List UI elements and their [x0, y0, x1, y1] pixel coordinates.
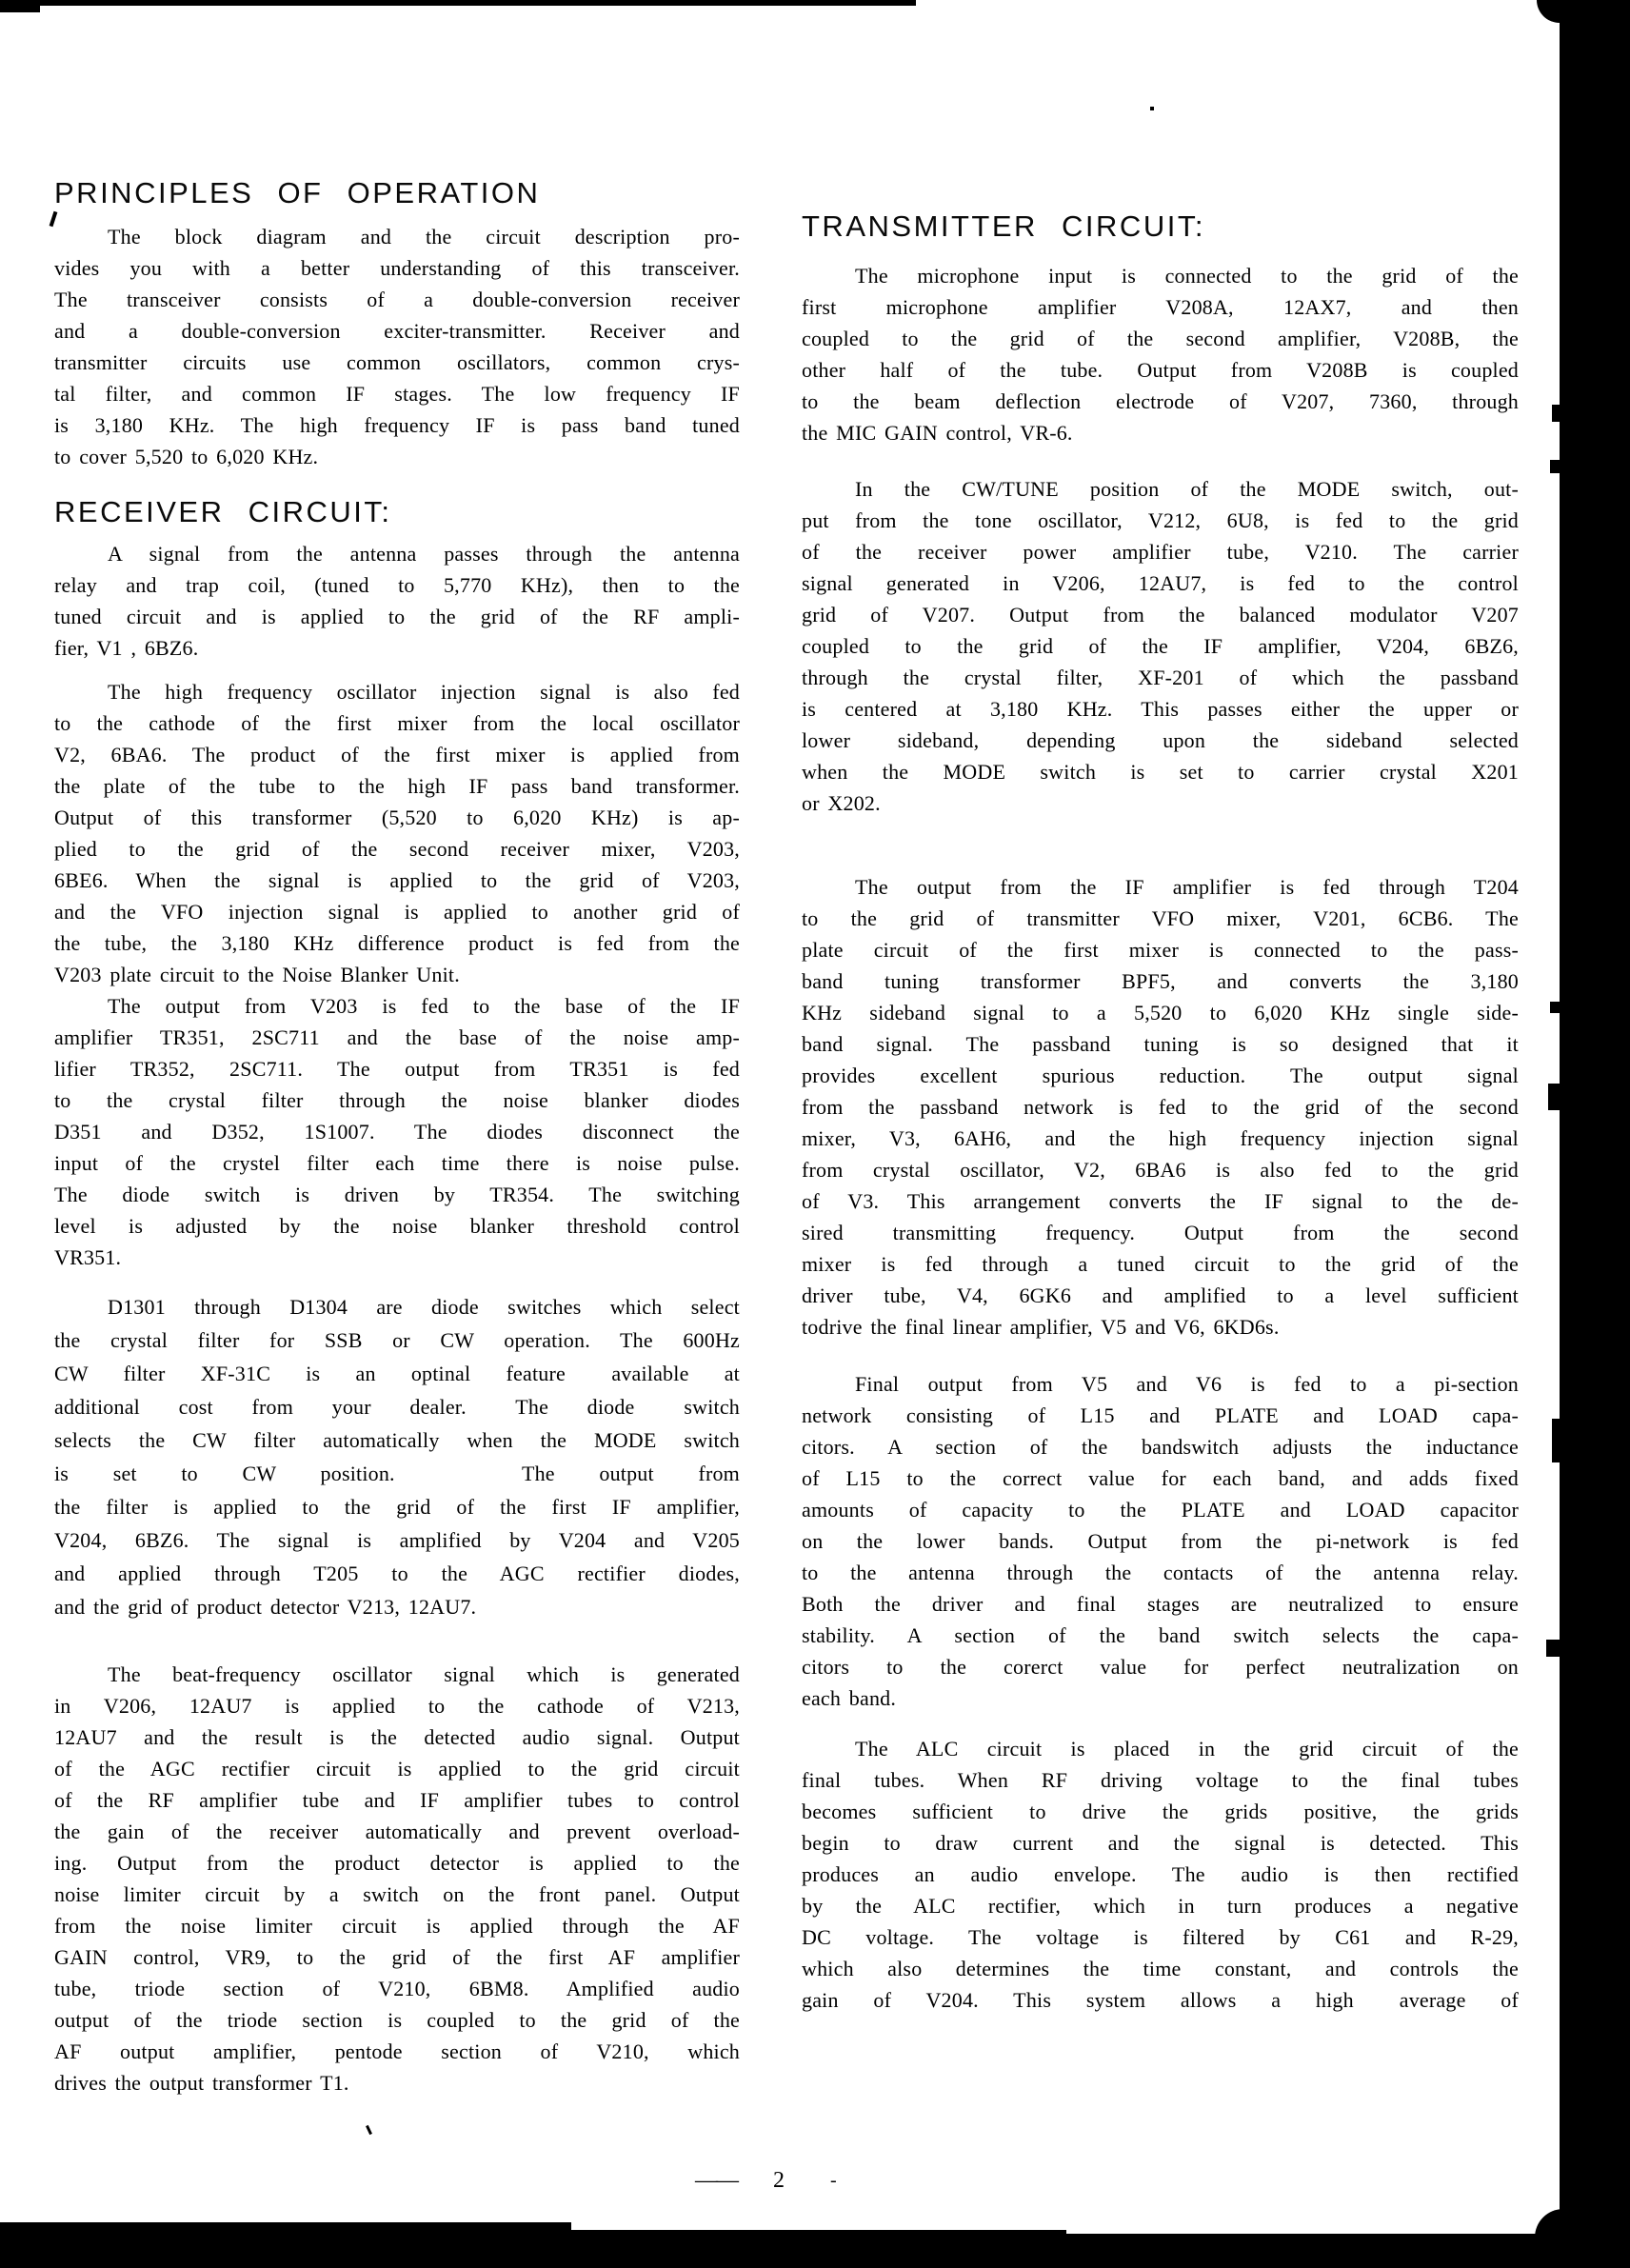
paragraph-receiver-2 — [54, 676, 740, 990]
paragraph-receiver-3 — [54, 990, 740, 1273]
heading-principles-of-operation: PRINCIPLES OF OPERATION — [54, 176, 541, 209]
paragraph-transmitter-2 — [802, 473, 1519, 819]
text-line: becomes sufficient to drive the grids positive, the grids — [802, 1800, 1519, 1823]
text-line: band tuning transformer BPF5, and converts the 3,180 — [802, 969, 1519, 993]
text-line: input of the crystel filter each time there is noise pulse. — [54, 1151, 740, 1175]
footer-rule: —— — [695, 2168, 737, 2193]
text-line: amplifier TR351, 2SC711 and the base of the noise amp- — [54, 1025, 740, 1049]
text-line: 12AU7 and the result is the detected audio signal. Output — [54, 1725, 740, 1749]
text-line: In the CW/TUNE position of the MODE switch, out- — [855, 477, 1519, 501]
text-line: through the crystal filter, XF-201 of which the passband — [802, 666, 1519, 689]
paragraph-transmitter-5 — [802, 1733, 1519, 2016]
text-line: Both the driver and final stages are neutralized to ensure — [802, 1592, 1519, 1616]
text-line: on the lower bands. Output from the pi-network is fed — [802, 1529, 1519, 1553]
text-line: of the RF amplifier tube and IF amplifier tubes to control — [54, 1788, 740, 1812]
text-line: to the grid of transmitter VFO mixer, V201, 6CB6. The — [802, 906, 1519, 930]
scan-speck — [1546, 1640, 1563, 1657]
text-line: to the crystal filter through the noise blanker diodes — [54, 1088, 740, 1112]
text-line: the plate of the tube to the high IF pass band transformer. — [54, 774, 740, 798]
text-line: sired transmitting frequency. Output from the second — [802, 1221, 1519, 1244]
text-line: stability. A section of the band switch selects the capa- — [802, 1623, 1519, 1647]
text-line: level is adjusted by the noise blanker threshold control — [54, 1214, 740, 1238]
text-line: network consisting of L15 and PLATE and LOAD capa- — [802, 1403, 1519, 1427]
text-line: tube, triode section of V210, 6BM8. Amplified audio — [54, 1977, 740, 2000]
text-line: is 3,180 KHz. The high frequency IF is pass band tuned — [54, 413, 740, 437]
paragraph-intro — [54, 221, 740, 472]
text-line: tuned circuit and is applied to the grid of the RF ampli- — [54, 605, 740, 628]
paragraph-transmitter-3 — [802, 871, 1519, 1343]
text-line: 6BE6. When the signal is applied to the grid of V203, — [54, 868, 740, 892]
text-line: from the noise limiter circuit is applied through the AF — [54, 1914, 740, 1938]
text-line: KHz sideband signal to a 5,520 to 6,020 KHz single side- — [802, 1001, 1519, 1025]
text-line: is centered at 3,180 KHz. This passes either the upper or — [802, 697, 1519, 721]
text-line: band signal. The passband tuning is so designed that it — [802, 1032, 1519, 1056]
text-line: or X202. — [802, 791, 881, 815]
text-line: amounts of capacity to the PLATE and LOAD capacitor — [802, 1498, 1519, 1522]
text-line: which also determines the time constant, and controls the — [802, 1957, 1519, 1980]
text-line: D351 and D352, 1S1007. The diodes disconnect the — [54, 1120, 740, 1144]
text-line: lower sideband, depending upon the sideband selected — [802, 728, 1519, 752]
text-line: other half of the tube. Output from V208B is coupled — [802, 358, 1519, 382]
text-line: todrive the final linear amplifier, V5 and V6, 6KD6s. — [802, 1315, 1280, 1339]
text-line: GAIN control, VR9, to the grid of the first AF amplifier — [54, 1945, 740, 1969]
text-line: first microphone amplifier V208A, 12AX7, and then — [802, 295, 1519, 319]
left-column — [54, 176, 740, 2099]
text-line: AF output amplifier, pentode section of V210, which — [54, 2039, 740, 2063]
scan-stray-mark — [366, 2125, 372, 2135]
scan-speck — [1552, 1419, 1561, 1462]
text-line: plate circuit of the first mixer is connected to the pass- — [802, 938, 1519, 962]
text-line: the gain of the receiver automatically and prevent overload- — [54, 1820, 740, 1843]
text-line: A signal from the antenna passes through the antenna — [108, 542, 740, 566]
text-line: plied to the grid of the second receiver mixer, V203, — [54, 837, 740, 861]
scan-border-bottom-left-chunk — [0, 2222, 571, 2268]
text-line: vides you with a better understanding of this transceiver. — [54, 256, 740, 280]
text-line: from crystal oscillator, V2, 6BA6 is also fed to the grid — [802, 1158, 1519, 1182]
scan-speck — [1150, 107, 1154, 110]
paragraph-transmitter-4 — [802, 1368, 1519, 1714]
text-line: coupled to the grid of the second amplifier, V208B, the — [802, 327, 1519, 350]
text-line: driver tube, V4, 6GK6 and amplified to a level sufficient — [802, 1283, 1519, 1307]
text-line: fier, V1 , 6BZ6. — [54, 636, 199, 660]
text-line: output of the triode section is coupled to the grid of the — [54, 2008, 740, 2032]
text-line: drives the output transformer T1. — [54, 2071, 349, 2095]
text-line: to the cathode of the first mixer from the local oscillator — [54, 711, 740, 735]
footer-stray-dash: - — [830, 2170, 837, 2191]
text-line: coupled to the grid of the IF amplifier, V204, 6BZ6, — [802, 634, 1519, 658]
text-line: D1301 through D1304 are diode switches which select — [108, 1295, 740, 1319]
text-line: V2, 6BA6. The product of the first mixer is applied from — [54, 743, 740, 766]
text-line: of the AGC rectifier circuit is applied to the grid circuit — [54, 1757, 740, 1781]
text-line: The block diagram and the circuit description pro- — [108, 225, 740, 249]
scan-speck — [1550, 460, 1563, 473]
scan-speck — [1552, 405, 1563, 422]
text-line: The output from the IF amplifier is fed through T204 — [855, 875, 1519, 899]
scan-speck — [1548, 1084, 1563, 1110]
text-line: produces an audio envelope. The audio is then rectified — [802, 1862, 1519, 1886]
text-line: transmitter circuits use common oscillators, common crys- — [54, 350, 740, 374]
text-line: The high frequency oscillator injection signal is also fed — [108, 680, 740, 704]
text-line: and a double-conversion exciter-transmitter. Receiver and — [54, 319, 740, 343]
paragraph-receiver-4 — [54, 1290, 740, 1623]
text-line: and the grid of product detector V213, 12AU7. — [54, 1595, 477, 1619]
text-line: to cover 5,520 to 6,020 KHz. — [54, 445, 319, 468]
scan-speck — [1550, 1002, 1563, 1013]
paragraph-receiver-5 — [54, 1659, 740, 2099]
text-line: citors to the corerct value for perfect neutralization on — [802, 1655, 1519, 1679]
text-line: CW filter XF-31C is an optinal feature available at — [54, 1362, 740, 1385]
text-line: noise limiter circuit by a switch on the front panel. Output — [54, 1882, 740, 1906]
scan-border-right-bar — [1560, 0, 1630, 2268]
heading-receiver-circuit: RECEIVER CIRCUIT: — [54, 495, 392, 528]
text-line: citors. A section of the bandswitch adjusts the inductance — [802, 1435, 1519, 1459]
text-line: The microphone input is connected to the grid of the — [855, 264, 1519, 288]
text-line: Output of this transformer (5,520 to 6,020 KHz) is ap- — [54, 806, 740, 829]
text-line: is set to CW position. The output from — [54, 1462, 740, 1485]
text-line: The beat-frequency oscillator signal which is generated — [108, 1662, 740, 1686]
scan-border-bottom-mid-chunk — [533, 2230, 1066, 2268]
text-line: lifier TR352, 2SC711. The output from TR351 is fed — [54, 1057, 740, 1081]
text-line: ing. Output from the product detector is applied to the — [54, 1851, 740, 1875]
text-line: the filter is applied to the grid of the first IF amplifier, — [54, 1495, 740, 1519]
text-line: the MIC GAIN control, VR-6. — [802, 421, 1073, 445]
text-line: final tubes. When RF driving voltage to the final tubes — [802, 1768, 1519, 1792]
text-line: DC voltage. The voltage is filtered by C61 and R-29, — [802, 1925, 1519, 1949]
text-line: begin to draw current and the signal is detected. This — [802, 1831, 1519, 1855]
text-line: The diode switch is driven by TR354. The switching — [54, 1183, 740, 1206]
text-line: and the VFO injection signal is applied to another grid of — [54, 900, 740, 924]
text-line: put from the tone oscillator, V212, 6U8, is fed to the grid — [802, 508, 1519, 532]
text-line: The output from V203 is fed to the base of the IF — [108, 994, 740, 1018]
right-column — [802, 209, 1519, 2016]
text-line: Final output from V5 and V6 is fed to a pi-section — [855, 1372, 1519, 1396]
text-line: mixer is fed through a tuned circuit to the grid of the — [802, 1252, 1519, 1276]
text-line: by the ALC rectifier, which in turn produces a negative — [802, 1894, 1519, 1918]
text-line: tal filter, and common IF stages. The low frequency IF — [54, 382, 740, 406]
text-line: and applied through T205 to the AGC rectifier diodes, — [54, 1562, 740, 1585]
paragraph-receiver-1 — [54, 538, 740, 664]
text-line: relay and trap coil, (tuned to 5,770 KHz), then to the — [54, 573, 740, 597]
text-line: to the beam deflection electrode of V207, 7360, through — [802, 389, 1519, 413]
text-line: to the antenna through the contacts of the antenna relay. — [802, 1561, 1519, 1584]
heading-transmitter-circuit: TRANSMITTER CIRCUIT: — [802, 209, 1205, 243]
text-line: V203 plate circuit to the Noise Blanker Unit. — [54, 963, 460, 986]
text-line: of V3. This arrangement converts the IF signal to the de- — [802, 1189, 1519, 1213]
text-line: signal generated in V206, 12AU7, is fed to the control — [802, 571, 1519, 595]
text-line: The transceiver consists of a double-conversion receiver — [54, 288, 740, 311]
text-line: each band. — [802, 1686, 897, 1710]
text-line: mixer, V3, 6AH6, and the high frequency injection signal — [802, 1126, 1519, 1150]
text-line: of the receiver power amplifier tube, V210. The carrier — [802, 540, 1519, 564]
text-line: additional cost from your dealer. The diode switch — [54, 1395, 740, 1419]
text-line: the tube, the 3,180 KHz difference product is fed from the — [54, 931, 740, 955]
text-line: V204, 6BZ6. The signal is amplified by V204 and V205 — [54, 1528, 740, 1552]
text-line: in V206, 12AU7 is applied to the cathode of V213, — [54, 1694, 740, 1718]
text-line: gain of V204. This system allows a high average of — [802, 1988, 1519, 2012]
scan-border-top-left — [0, 0, 40, 12]
text-line: when the MODE switch is set to carrier crystal X201 — [802, 760, 1519, 784]
page-footer — [695, 2169, 837, 2192]
text-line: VR351. — [54, 1245, 122, 1269]
text-line: the crystal filter for SSB or CW operation. The 600Hz — [54, 1328, 740, 1352]
text-line: selects the CW filter automatically when the MODE switch — [54, 1428, 740, 1452]
scan-corner-top-right — [1537, 0, 1563, 23]
scan-border-top-strip — [0, 0, 916, 6]
page-number: 2 — [773, 2168, 785, 2193]
text-line: grid of V207. Output from the balanced modulator V207 — [802, 603, 1519, 627]
paragraph-transmitter-1 — [802, 260, 1519, 448]
text-line: of L15 to the correct value for each band, and adds fixed — [802, 1466, 1519, 1490]
text-line: from the passband network is fed to the grid of the second — [802, 1095, 1519, 1119]
text-line: provides excellent spurious reduction. The output signal — [802, 1064, 1519, 1087]
text-line: The ALC circuit is placed in the grid circuit of the — [855, 1737, 1519, 1761]
